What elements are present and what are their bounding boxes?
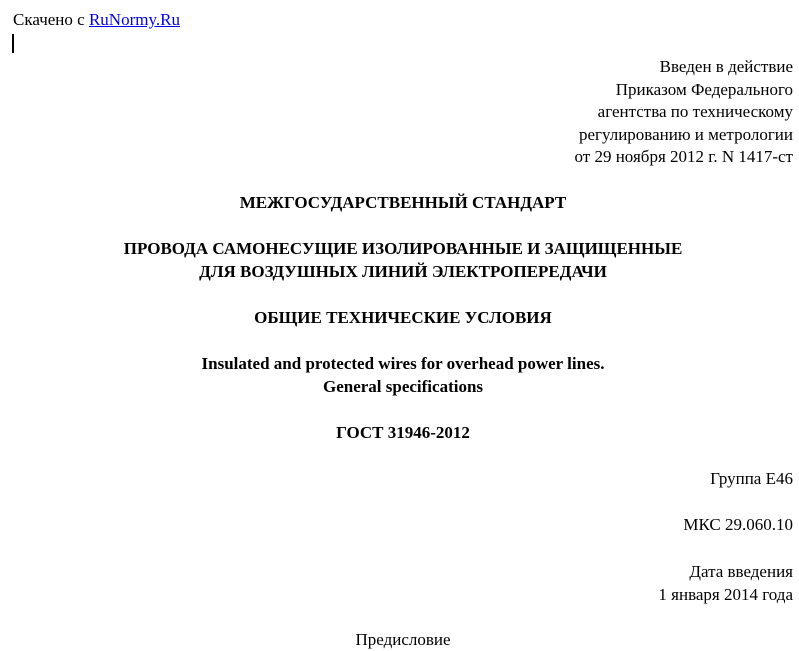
intro-date-block [658, 561, 793, 606]
standard-number: ГОСТ 31946-2012 [336, 423, 470, 442]
standard-type: МЕЖГОСУДАРСТВЕННЫЙ СТАНДАРТ [239, 193, 567, 212]
preface-heading-text: Предисловие [355, 630, 451, 649]
source-line [13, 9, 180, 31]
text-cursor [12, 34, 14, 53]
group-block [710, 468, 793, 491]
intro-date-label: Дата введения [689, 562, 793, 581]
approval-line-2: Приказом Федерального [615, 79, 793, 99]
russian-subtitle [0, 307, 799, 330]
standard-type-heading [0, 192, 799, 215]
approval-line-4: регулированию и метрологии [578, 124, 793, 144]
source-prefix: Скачено с [13, 10, 89, 29]
approval-line-5: от 29 ноября 2012 г. N 1417-ст [574, 147, 793, 166]
intro-date-value: 1 января 2014 года [658, 584, 793, 604]
group-code: Группа Е46 [710, 469, 793, 488]
approval-block [575, 56, 794, 169]
russian-title-line-1: ПРОВОДА САМОНЕСУЩИЕ ИЗОЛИРОВАННЫЕ И ЗАЩИЩЕННЫЕ [123, 239, 683, 258]
russian-title [0, 238, 799, 283]
russian-subtitle-text: ОБЩИЕ ТЕХНИЧЕСКИЕ УСЛОВИЯ [254, 308, 552, 327]
runormy-link[interactable]: RuNormy.Ru [88, 10, 180, 29]
standard-number-heading [0, 422, 799, 445]
english-title-line-2: General specifications [322, 376, 484, 396]
approval-line-3: агентства по техническому [597, 102, 793, 121]
english-title [0, 353, 799, 398]
preface-heading [0, 629, 799, 651]
mks-block [683, 514, 793, 537]
english-title-line-1: Insulated and protected wires for overhead power lines. [201, 354, 605, 373]
russian-title-line-2: ДЛЯ ВОЗДУШНЫХ ЛИНИЙ ЭЛЕКТРОПЕРЕДАЧИ [199, 261, 607, 281]
approval-line-1: Введен в действие [659, 57, 793, 76]
mks-code: МКС 29.060.10 [683, 515, 793, 534]
